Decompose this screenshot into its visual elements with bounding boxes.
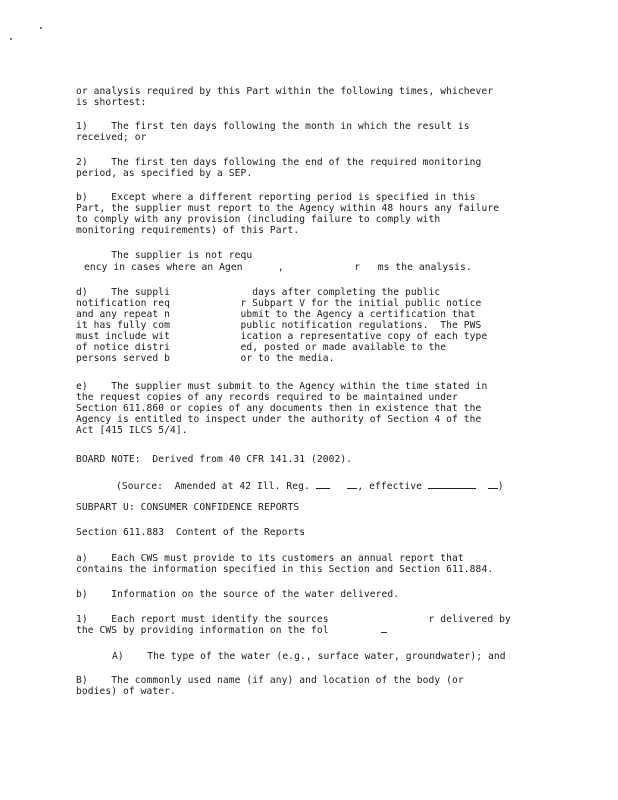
- paragraph-line: or analysis required by this Part within the following times, whichever: [76, 86, 494, 97]
- paragraph-line: bodies) of water.: [76, 686, 176, 697]
- paragraph-line: and any repeat n ubmit to the Agency a certification that: [76, 309, 476, 320]
- section-heading: Section 611.883 Content of the Reports: [76, 527, 306, 538]
- paragraph-line: a) Each CWS must provide to its customers an annual report that: [76, 553, 464, 564]
- paragraph-line: notification req r Subpart V for the initial public notice: [76, 298, 482, 309]
- paragraph-line: d) The suppli days after completing the public: [76, 287, 441, 298]
- paragraph-line: Part, the supplier must report to the Agency within 48 hours any failure: [76, 203, 500, 214]
- paragraph-line: must include wit ication a representative copy of each type: [76, 331, 488, 342]
- paragraph-line: of notice distri ed, posted or made available to the: [76, 342, 447, 353]
- paragraph-line: ency in cases where an Agen , r ms the analysis.: [84, 262, 472, 273]
- paragraph-line: period, as specified by a SEP.: [76, 168, 253, 179]
- source-note-text: , effective: [357, 481, 428, 492]
- paragraph-line: persons served b or to the media.: [76, 353, 335, 364]
- blank-line: [316, 480, 330, 489]
- blank-line: [488, 480, 498, 489]
- scan-speck: [40, 27, 42, 29]
- paragraph-line: A) The type of the water (e.g., surface water, groundwater); and: [112, 651, 506, 662]
- paragraph-line: Agency is entitled to inspect under the authority of Section 4 of the: [76, 414, 482, 425]
- paragraph-line: e) The supplier must submit to the Agency within the time stated in: [76, 381, 488, 392]
- paragraph-line: it has fully com public notification regulations. The PWS: [76, 320, 482, 331]
- source-note-text: (Source: Amended at 42 Ill. Reg.: [116, 481, 316, 492]
- paragraph-line: the request copies of any records required to be maintained under: [76, 392, 458, 403]
- paragraph-line: 1) The first ten days following the month in which the result is: [76, 121, 470, 132]
- paragraph-line: the CWS by providing information on the fol: [76, 625, 329, 636]
- paragraph-line: received; or: [76, 132, 147, 143]
- paragraph-line: b) Except where a different reporting period is specified in this: [76, 192, 476, 203]
- paragraph-line: Section 611.860 or copies of any documents then in existence that the: [76, 403, 482, 414]
- paragraph-line: B) The commonly used name (if any) and location of the body (or: [76, 675, 464, 686]
- blank-line: [428, 480, 476, 489]
- scan-mark: [381, 632, 387, 633]
- blank-line: [347, 480, 357, 489]
- paragraph-line: 1) Each report must identify the sources r delivered by: [76, 614, 511, 625]
- scan-speck: [10, 38, 12, 40]
- paragraph-line: monitoring requirements) of this Part.: [76, 225, 300, 236]
- paragraph-line: is shortest:: [76, 97, 147, 108]
- paragraph-line: contains the information specified in this Section and Section 611.884.: [76, 564, 494, 575]
- source-note: [116, 480, 504, 492]
- paragraph-line: The supplier is not requ: [76, 250, 253, 261]
- paragraph-line: b) Information on the source of the water delivered.: [76, 589, 400, 600]
- paragraph-line: Act [415 ILCS 5/4].: [76, 425, 188, 436]
- paragraph-line: 2) The first ten days following the end of the required monitoring: [76, 157, 482, 168]
- paragraph-line: to comply with any provision (including failure to comply with: [76, 214, 441, 225]
- board-note: BOARD NOTE: Derived from 40 CFR 141.31 (2002).: [76, 454, 353, 465]
- subpart-heading: SUBPART U: CONSUMER CONFIDENCE REPORTS: [76, 502, 300, 513]
- source-note-text: ): [497, 481, 504, 492]
